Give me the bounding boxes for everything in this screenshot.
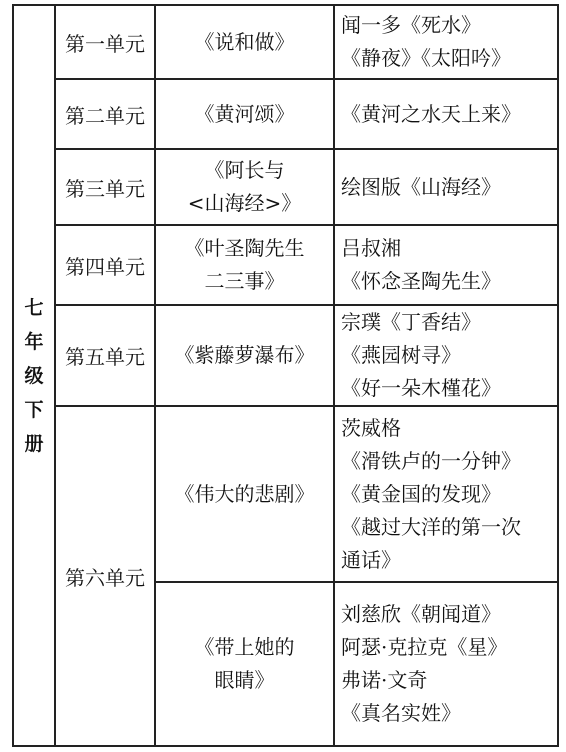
reading-line: 《黄金国的发现》 (341, 481, 501, 506)
reading-line: 吕叔湘 (341, 236, 401, 260)
reading-line: 《静夜》《太阳吟》 (341, 46, 511, 70)
table-row (13, 79, 558, 149)
text-line: 二三事》 (204, 269, 285, 293)
reading-list (334, 79, 558, 149)
unit-name: 第一单元 (55, 5, 155, 79)
table-row (13, 305, 558, 406)
grade-label (13, 5, 55, 746)
text-line: 《伟大的悲剧》 (174, 481, 315, 506)
table-row (13, 406, 558, 582)
text-line: 《阿长与 (204, 158, 285, 182)
text-line: 眼睛》 (214, 668, 275, 692)
unit-text (155, 582, 334, 746)
unit-name: 第五单元 (55, 305, 155, 406)
text-line: 《带上她的 (194, 635, 295, 659)
reading-line: 闻一多《死水》 (341, 13, 481, 37)
grade-char: 级 (24, 364, 44, 387)
grade-char: 下 (24, 398, 44, 421)
reading-list (334, 305, 558, 406)
reading-line: 《越过大洋的第一次 (341, 514, 521, 539)
reading-line: 宗璞《丁香结》 (341, 310, 481, 334)
reading-list (334, 582, 558, 746)
table-row (13, 149, 558, 225)
grade-char: 七 (24, 296, 44, 319)
text-line: 《说和做》 (194, 29, 295, 54)
unit-text (155, 5, 334, 79)
grade-char: 册 (24, 432, 44, 455)
text-line: 《叶圣陶先生 (184, 236, 305, 260)
unit-text (155, 149, 334, 225)
table-row (13, 5, 558, 79)
reading-list (334, 225, 558, 305)
reading-line: 通话》 (341, 547, 401, 572)
unit-name: 第四单元 (55, 225, 155, 305)
reading-line: 茨威格 (341, 415, 401, 440)
reading-list (334, 5, 558, 79)
text-line: <山海经>》 (187, 191, 302, 215)
unit-text (155, 406, 334, 582)
reading-line: 弗诺·文奇 (341, 668, 428, 692)
reading-line: 刘慈欣《朝闻道》 (341, 602, 501, 626)
reading-list (334, 149, 558, 225)
reading-line: 《好一朵木槿花》 (341, 376, 501, 400)
reading-list (334, 406, 558, 582)
unit-text (155, 79, 334, 149)
reading-line: 绘图版《山海经》 (341, 174, 501, 199)
text-line: 《紫藤萝瀑布》 (174, 343, 315, 367)
reading-line: 《真名实姓》 (341, 701, 461, 725)
grade-char: 年 (24, 330, 44, 353)
table-row (13, 225, 558, 305)
unit-text (155, 305, 334, 406)
reading-line: 《燕园树寻》 (341, 343, 461, 367)
reading-line: 阿瑟·克拉克《星》 (341, 635, 508, 659)
unit-name: 第二单元 (55, 79, 155, 149)
reading-line: 《滑铁卢的一分钟》 (341, 448, 521, 473)
unit-text (155, 225, 334, 305)
reading-line: 《黄河之水天上来》 (341, 101, 521, 126)
text-line: 《黄河颂》 (194, 101, 295, 126)
unit-name: 第六单元 (55, 406, 155, 746)
reading-line: 《怀念圣陶先生》 (341, 269, 501, 293)
reading-table (12, 4, 559, 747)
unit-name: 第三单元 (55, 149, 155, 225)
